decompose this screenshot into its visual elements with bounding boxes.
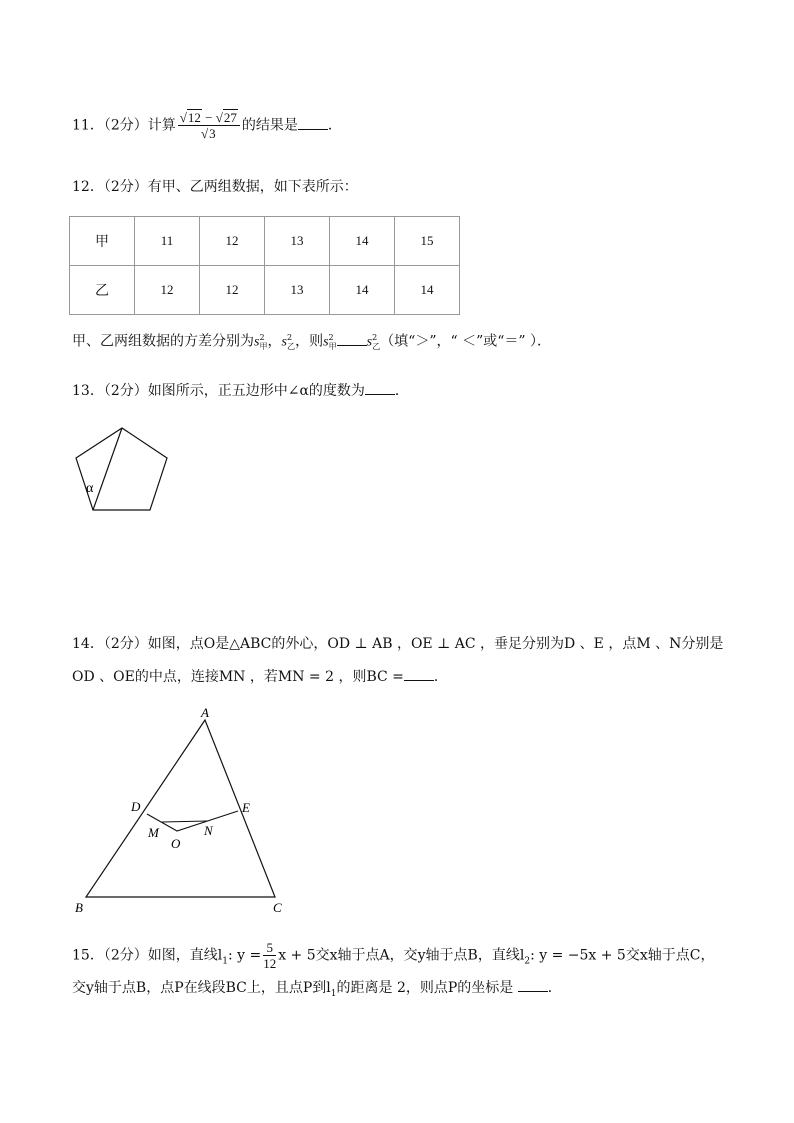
label-o: O <box>171 836 181 851</box>
table-cell: 13 <box>265 266 330 315</box>
question-11: 11．（2分）计算 $\frac{√12 - √27}{√3}$ 的结果是 ． <box>72 110 342 141</box>
question-13: 13．（2分）如图所示，正五边形中∠α的度数为 ． <box>72 380 409 401</box>
label-n: N <box>204 823 213 838</box>
question-14: 14．（2分）如图，点O是△ABC的外心，OD ⊥ AB ，OE ⊥ AC ，垂足分别为D 、E ，点M 、N分别是 <box>72 636 724 652</box>
answer-blank[interactable] <box>404 666 434 681</box>
q11-suffix: 的结果是 <box>241 117 298 134</box>
data-table <box>69 216 460 315</box>
pentagon-figure <box>70 424 174 516</box>
triangle-figure <box>70 700 300 920</box>
question-12 <box>72 177 358 197</box>
alpha-label: α <box>86 481 94 496</box>
table-cell: 15 <box>395 217 460 266</box>
table-cell: 12 <box>135 266 200 315</box>
table-cell: 14 <box>330 217 395 266</box>
answer-blank[interactable] <box>365 380 395 395</box>
table-row <box>70 266 460 315</box>
table-cell: 12 <box>200 217 265 266</box>
table-cell: 12 <box>200 266 265 315</box>
question-15-line2: 交y轴于点B，点P在线段BC上，且点P到$l_1$的距离是 2，则点P的坐标是 ． <box>72 977 562 1004</box>
table-cell: 14 <box>395 266 460 315</box>
q11-fraction: $\frac{√12 - √27}{√3}$ <box>178 110 240 141</box>
question-15: 15．（2分）如图，直线$l_1$: y = $\frac{5}{12}$ x + 5交x轴于点A，交y轴于点B，直线$l_2$: y = −5x + 5交x轴于点C， <box>72 940 715 971</box>
answer-blank[interactable] <box>337 331 367 346</box>
label-d: D <box>131 799 141 814</box>
q15-fraction: $\frac{5}{12}$ <box>263 940 277 971</box>
table-cell: 14 <box>330 266 395 315</box>
table-cell: 乙 <box>70 266 135 315</box>
q11-number: 11．（2分）计算 <box>72 117 176 134</box>
q12-text: 12．（2分）有甲、乙两组数据，如下表所示： <box>72 179 358 195</box>
question-14-line2: OD 、OE的中点，连接MN ，若MN = 2 ，则BC = ． <box>72 666 448 687</box>
label-b: B <box>75 900 83 915</box>
table-cell: 甲 <box>70 217 135 266</box>
diagonal-line <box>93 428 122 510</box>
label-e: E <box>242 800 250 815</box>
table-row <box>70 217 460 266</box>
label-a: A <box>201 705 209 720</box>
table-cell: 11 <box>135 217 200 266</box>
label-c: C <box>273 900 282 915</box>
segment-mn <box>162 821 208 822</box>
answer-blank[interactable] <box>518 977 548 992</box>
q12-followup: 甲、乙两组数据的方差分别为$s^2_甲$，$s^2_乙$，则$s^2_甲$ $s^2_乙$（填“＞”，“ ＜”或“＝” ）． <box>72 328 551 357</box>
label-m: M <box>148 825 159 840</box>
regular-pentagon <box>76 428 167 510</box>
table-cell: 13 <box>265 217 330 266</box>
answer-blank[interactable] <box>298 115 328 130</box>
